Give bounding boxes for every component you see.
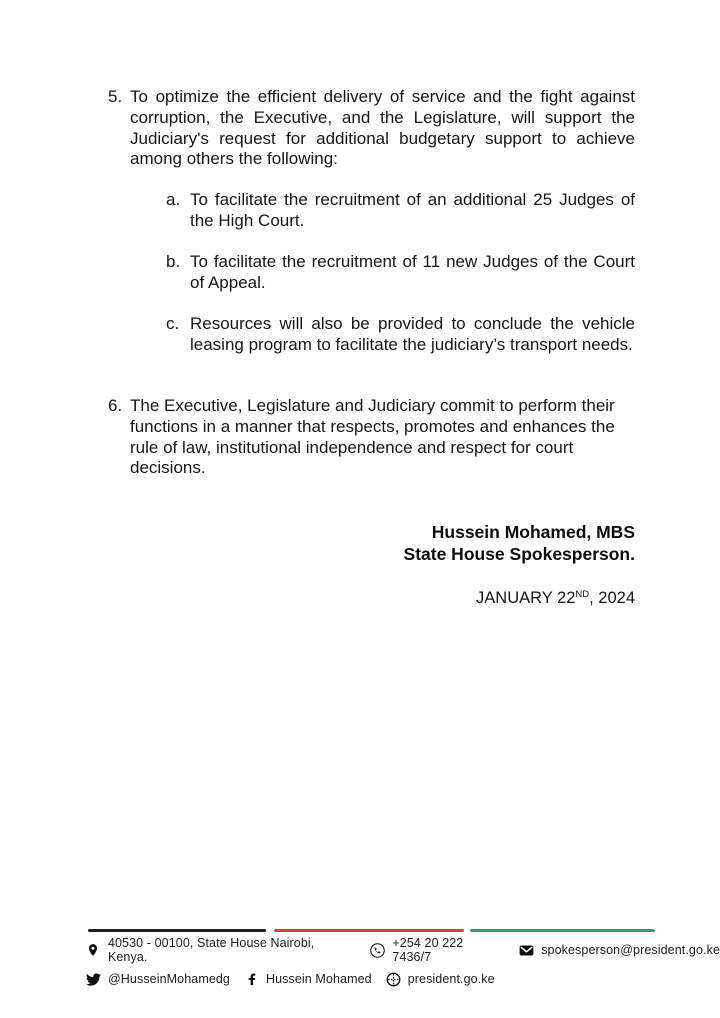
date-prefix: JANUARY 22: [476, 589, 576, 607]
facebook-icon: [244, 972, 259, 987]
email-text: spokesperson@president.go.ke: [541, 943, 720, 957]
sub-item-b-letter: b.: [166, 252, 181, 271]
facebook-group: [244, 972, 372, 987]
sub-item-b-text: To facilitate the recruitment of 11 new Judges of the Court of Appeal.: [190, 252, 635, 292]
date-ordinal-superscript: ND: [575, 589, 590, 600]
sub-item-a: [166, 190, 635, 232]
signature-title: State House Spokesperson.: [403, 543, 635, 564]
flag-line-red: [274, 929, 464, 932]
twitter-icon: [86, 972, 101, 987]
document-date: [476, 589, 635, 608]
footer-contacts-row: [86, 936, 720, 964]
sub-item-c: [166, 314, 635, 356]
twitter-handle-text: @HusseinMohamedg: [108, 972, 230, 986]
sub-item-c-letter: c.: [166, 314, 180, 333]
website-group: [386, 972, 495, 987]
sub-item-a-letter: a.: [166, 190, 181, 209]
signature-name: Hussein Mohamed, MBS: [431, 522, 635, 542]
flag-line-green: [470, 929, 655, 932]
globe-icon: [386, 972, 401, 987]
list-item-6-text: The Executive, Legislature and Judiciary commit to perform their functions in a manner that respects, promotes and enhances the rule of law, institutional independence and respect for court decisions.: [130, 396, 615, 478]
list-item-6: [108, 396, 635, 479]
location-pin-icon: [86, 943, 101, 958]
email-group: [519, 943, 720, 958]
address-group: [86, 936, 356, 964]
list-item-5: [108, 87, 635, 170]
sub-item-c-text: Resources will also be provided to conclude the vehicle leasing program to facilitate the judiciary’s transport needs.: [190, 314, 635, 354]
phone-icon: [370, 943, 385, 958]
twitter-group: [86, 972, 230, 987]
sub-item-a-text: To facilitate the recruitment of an additional 25 Judges of the High Court.: [190, 190, 635, 230]
footer-social-row: [86, 970, 495, 988]
footer-flag-divider: [88, 929, 655, 932]
flag-line-black: [88, 929, 266, 932]
signature-block: [404, 522, 635, 565]
address-text: 40530 - 00100, State House Nairobi, Kenya.: [107, 936, 315, 964]
phone-text: +254 20 222 7436/7: [392, 936, 464, 964]
sub-item-b: [166, 252, 635, 294]
date-suffix: , 2024: [589, 589, 635, 607]
list-item-5-number: 5.: [108, 87, 123, 106]
phone-group: [370, 936, 505, 964]
envelope-icon: [519, 943, 534, 958]
facebook-name-text: Hussein Mohamed: [266, 972, 372, 986]
website-text: president.go.ke: [407, 972, 495, 986]
list-item-6-number: 6.: [108, 396, 123, 415]
list-item-5-text: To optimize the efficient delivery of service and the fight against corruption, the Executive, and the Legislature, will support the Judiciary's request for additional budgetary support to achieve among others the following:: [130, 87, 635, 169]
